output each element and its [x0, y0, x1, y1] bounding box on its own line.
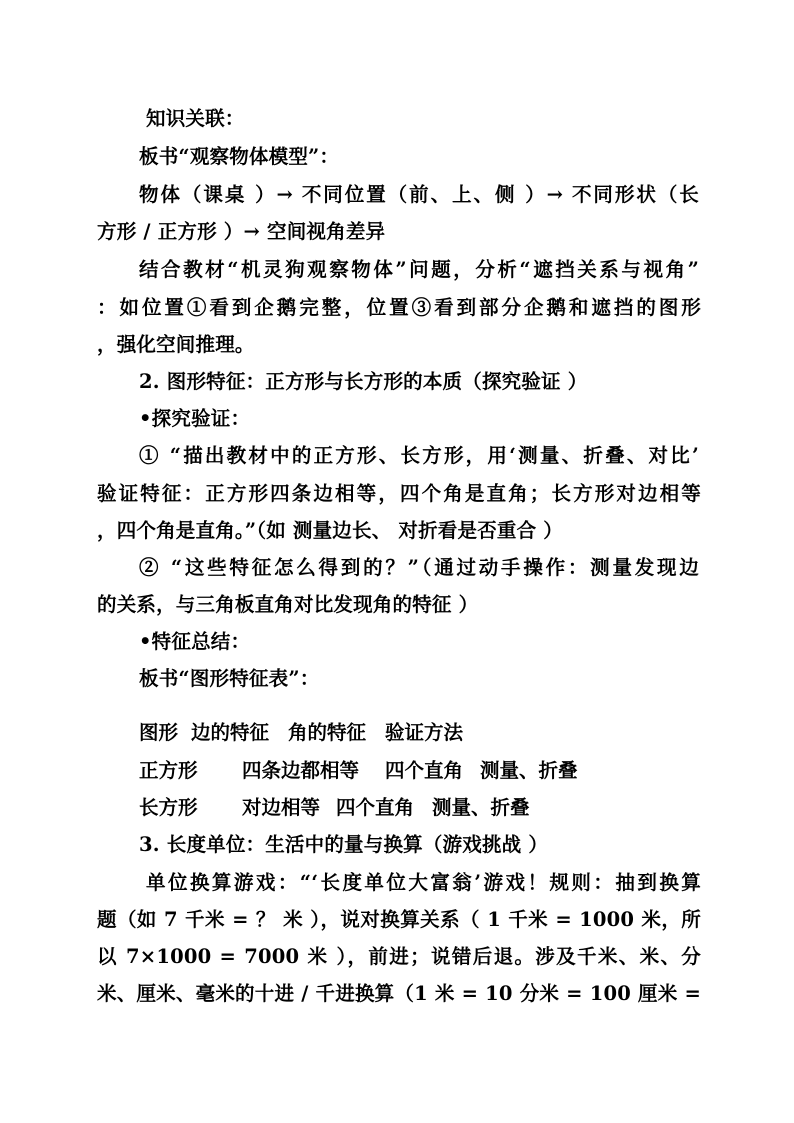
paragraph-line: ：如位置①看到企鹅完整，位置③看到部分企鹅和遮挡的图形	[97, 296, 701, 319]
paragraph-line: 米、厘米、毫米的十进 / 千进换算（1 米 = 10 分米 = 100 厘米 =	[97, 982, 701, 1005]
paragraph-line: 验证特征：正方形四条边相等，四个角是直角；长方形对边相等	[97, 482, 701, 505]
table-cell: 四条边都相等	[242, 759, 360, 782]
paragraph-line: 题（如 7 千米 = ？ 米 ），说对换算关系（ 1 千米 = 1000 米，所	[97, 908, 701, 931]
table-cell: 四个直角	[336, 796, 415, 819]
table-header-cell: 边的特征	[191, 721, 270, 744]
table-cell: 测量、折叠	[480, 759, 578, 782]
paragraph-line: 以 7×1000 = 7000 米 ），前进；说错后退。涉及千米、米、分	[97, 945, 701, 968]
paragraph-line: 结合教材“机灵狗观察物体”问题，分析“遮挡关系与视角”	[139, 258, 699, 281]
table-cell: 四个直角	[385, 759, 464, 782]
paragraph-line: 方形 / 正方形 ）→ 空间视角差异	[97, 220, 386, 243]
paragraph-line: 物体（课桌 ）→ 不同位置（前、上、侧 ）→ 不同形状（长	[139, 183, 699, 206]
table-cell: 对边相等	[242, 796, 321, 819]
paragraph-line: ② “这些特征怎么得到的？”（通过动手操作：测量发现边	[139, 556, 699, 579]
board-note-observation-model: 板书“观察物体模型”：	[139, 145, 340, 168]
paragraph-line: ，四个角是直角。”（如 测量边长、 对折看是否重合 ）	[97, 519, 563, 542]
section-heading-knowledge-link: 知识关联：	[146, 107, 245, 130]
table-cell: 测量、折叠	[432, 796, 530, 819]
section-heading-shape-features: 2. 图形特征：正方形与长方形的本质（探究验证 ）	[139, 370, 588, 393]
paragraph-line: 单位换算游戏：“‘长度单位大富翁’游戏！规则：抽到换算	[146, 871, 701, 894]
bullet-heading-summary: •特征总结：	[139, 630, 251, 653]
table-cell: 长方形	[139, 796, 198, 819]
table-cell: 正方形	[139, 759, 198, 782]
board-note-feature-table: 板书“图形特征表”：	[139, 667, 320, 690]
paragraph-line: 的关系，与三角板直角对比发现角的特征 ）	[97, 593, 479, 616]
section-heading-length-units: 3. 长度单位：生活中的量与换算（游戏挑战 ）	[139, 833, 549, 856]
paragraph-line: ① “描出教材中的正方形、长方形，用‘测量、折叠、对比’	[139, 444, 699, 467]
bullet-heading-inquiry: •探究验证：	[139, 407, 251, 430]
table-header-cell: 验证方法	[385, 721, 464, 744]
table-header-cell: 角的特征	[288, 721, 367, 744]
table-header-cell: 图形	[139, 721, 179, 744]
paragraph-line: ，强化空间推理。	[97, 333, 255, 356]
